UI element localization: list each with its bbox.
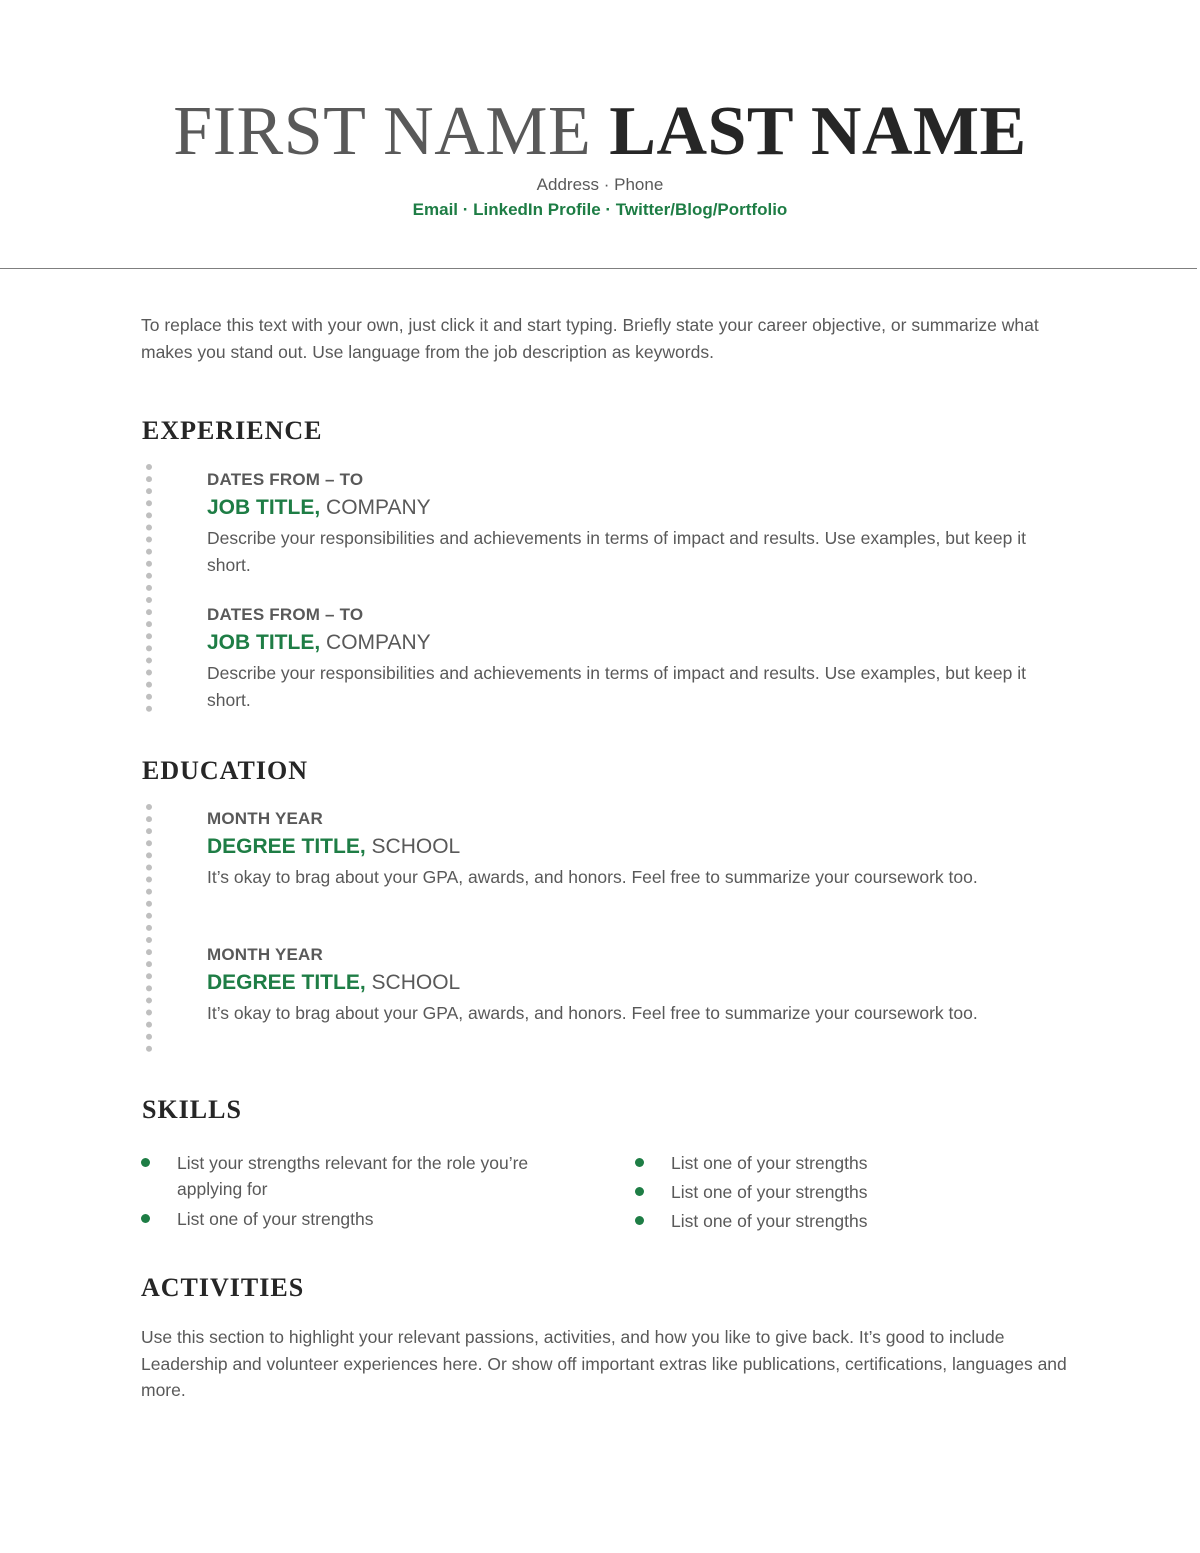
company: COMPANY (326, 496, 431, 519)
experience-timeline (146, 464, 1112, 712)
bullet-icon (635, 1187, 644, 1196)
skills-list-right (635, 1150, 1075, 1234)
skill-text: List one of your strengths (671, 1211, 868, 1231)
entry-title (207, 969, 1067, 997)
first-name[interactable]: FIRST NAME (173, 93, 592, 170)
skill-text: List your strengths relevant for the role you’re applying for (177, 1153, 529, 1199)
entry-dates: DATES FROM – TO (207, 605, 364, 624)
education-entry[interactable] (207, 807, 1067, 891)
career-summary[interactable]: To replace this text with your own, just click it and start typing. Briefly state your career objective, or summarize what makes you stand out. Use language from the job description as keywords. (141, 315, 1039, 362)
activities-heading: ACTIVITIES (141, 1273, 305, 1302)
activities-text[interactable]: Use this section to highlight your relevant passions, activities, and how you like to give back. It’s good to include Leadership and volunteer experiences here. Or show off important extras like publications, certifications, languages and more. (141, 1327, 1067, 1400)
skill-text: List one of your strengths (671, 1182, 868, 1202)
education-entry[interactable] (207, 943, 1067, 1027)
experience-heading: EXPERIENCE (142, 416, 323, 445)
degree-title: DEGREE TITLE, (207, 835, 366, 858)
school: SCHOOL (371, 835, 461, 858)
skill-item[interactable] (141, 1150, 581, 1202)
school: SCHOOL (371, 971, 461, 994)
entry-dates: DATES FROM – TO (207, 470, 364, 489)
contact-links[interactable]: Email · LinkedIn Profile · Twitter/Blog/Portfolio (412, 200, 788, 219)
education-timeline (146, 804, 1112, 1052)
company: COMPANY (326, 631, 431, 654)
entry-dates: MONTH YEAR (207, 809, 323, 828)
bullet-icon (141, 1158, 150, 1167)
entry-description: Describe your responsibilities and achievements in terms of impact and results. Use examples, but keep it short. (207, 663, 1026, 710)
job-title: JOB TITLE, (207, 496, 321, 519)
experience-entry[interactable] (207, 468, 1067, 579)
entry-description: Describe your responsibilities and achievements in terms of impact and results. Use examples, but keep it short. (207, 528, 1026, 575)
last-name[interactable]: LAST NAME (609, 93, 1027, 170)
header-divider (0, 268, 1197, 269)
job-title: JOB TITLE, (207, 631, 321, 654)
skill-item[interactable] (635, 1208, 1075, 1234)
skills-heading: SKILLS (142, 1095, 242, 1124)
bullet-icon (141, 1214, 150, 1223)
education-heading: EDUCATION (142, 756, 308, 785)
skills-list-left (141, 1150, 581, 1232)
entry-title (207, 629, 1067, 657)
entry-dates: MONTH YEAR (207, 945, 323, 964)
entry-description: It’s okay to brag about your GPA, awards, and honors. Feel free to summarize your coursework too. (207, 1003, 978, 1023)
bullet-icon (635, 1158, 644, 1167)
entry-title (207, 494, 1067, 522)
skill-item[interactable] (635, 1179, 1075, 1205)
entry-description: It’s okay to brag about your GPA, awards, and honors. Feel free to summarize your coursework too. (207, 867, 978, 887)
entry-title (207, 833, 1067, 861)
skill-item[interactable] (635, 1150, 1075, 1176)
full-name (0, 92, 1200, 172)
contact-address-phone[interactable]: Address · Phone (536, 175, 664, 194)
skill-item[interactable] (141, 1206, 581, 1232)
degree-title: DEGREE TITLE, (207, 971, 366, 994)
skill-text: List one of your strengths (177, 1209, 374, 1229)
skill-text: List one of your strengths (671, 1153, 868, 1173)
bullet-icon (635, 1216, 644, 1225)
experience-entry[interactable] (207, 603, 1067, 714)
